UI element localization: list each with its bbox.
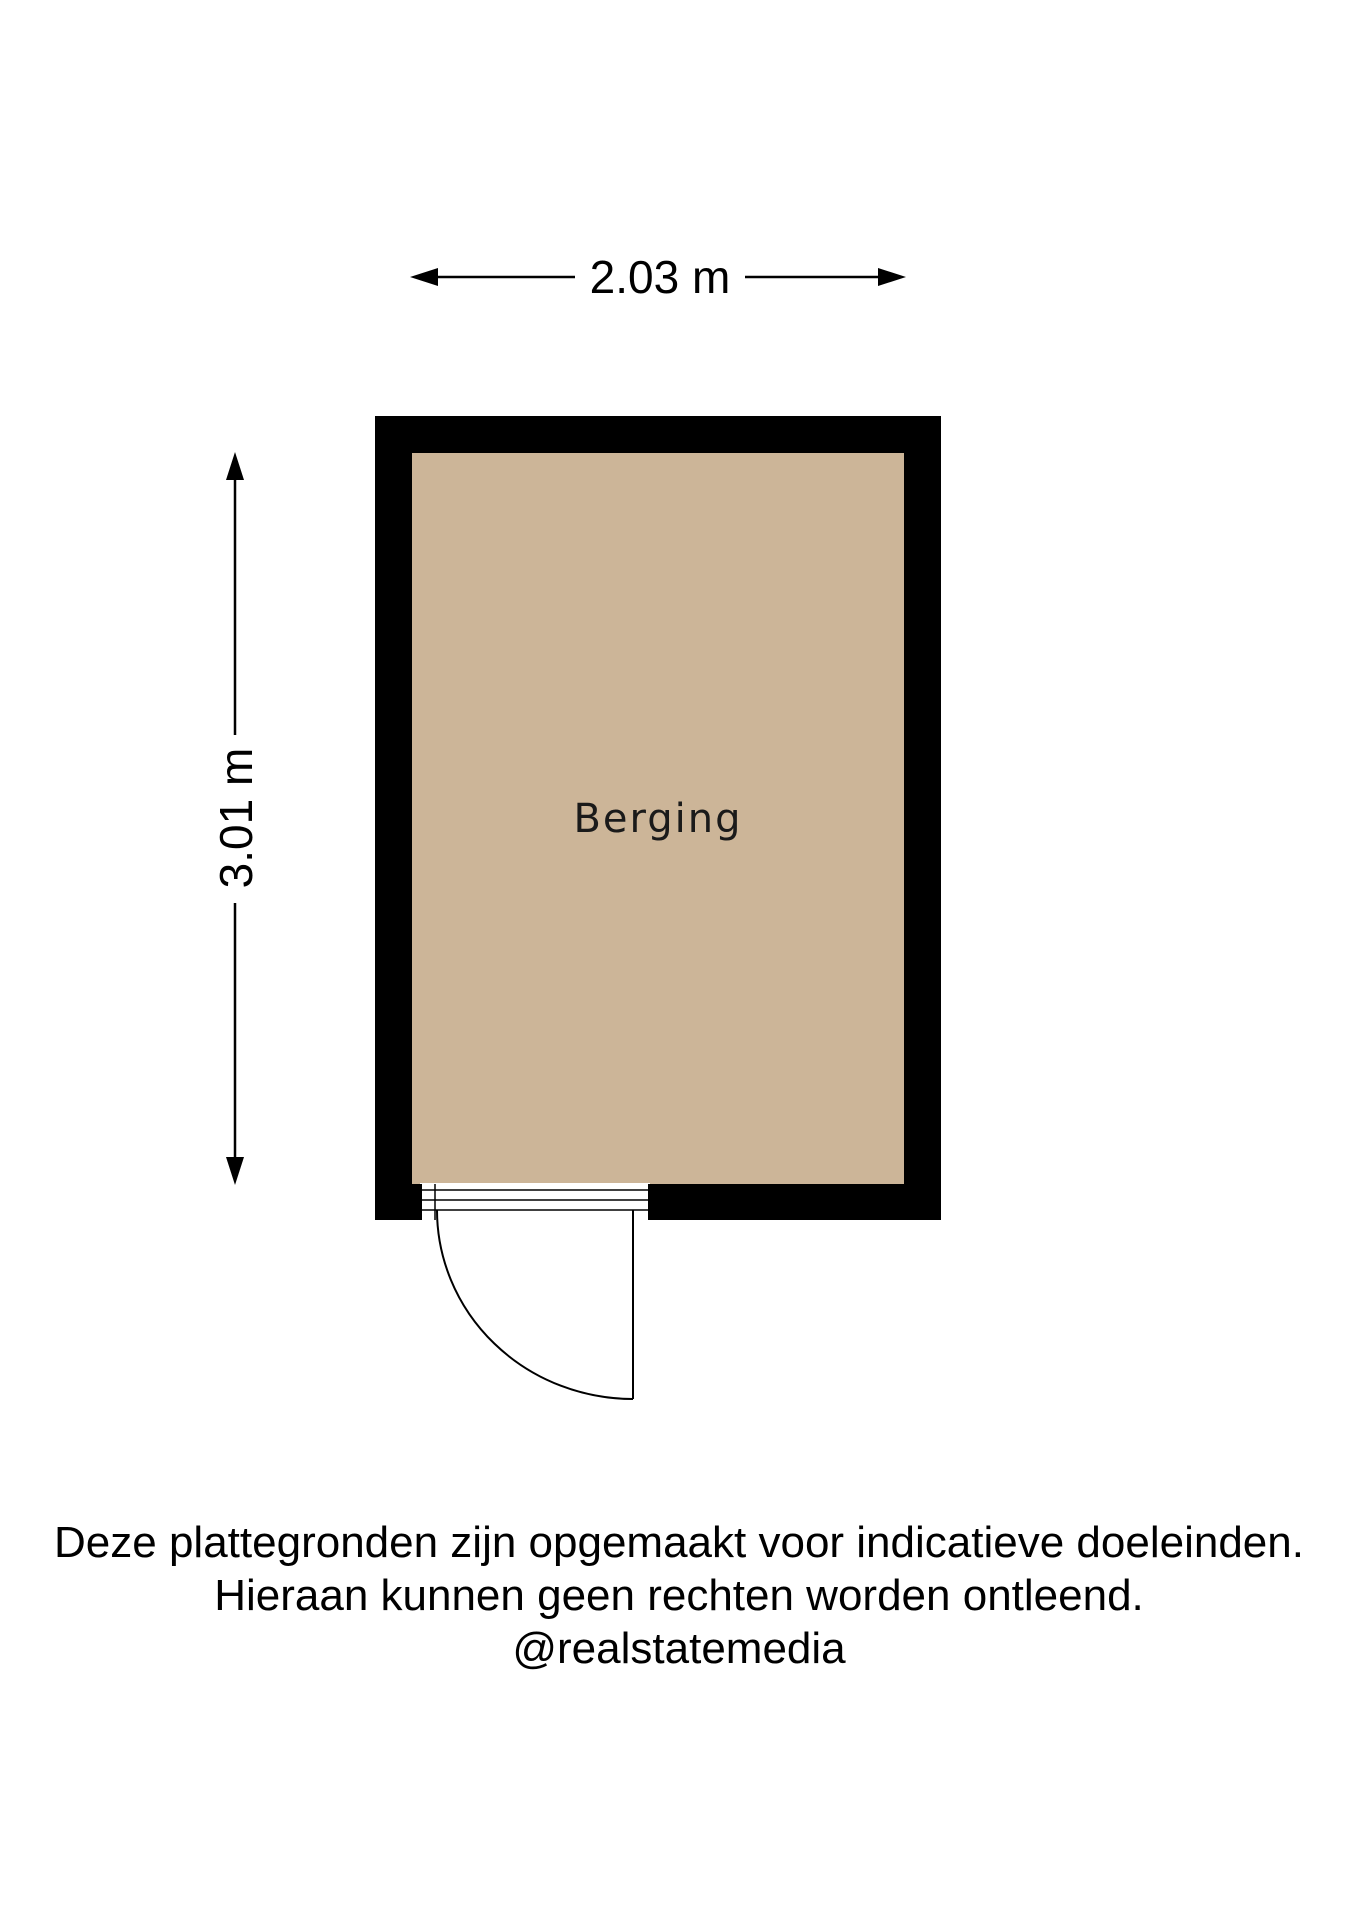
arrow-right-icon bbox=[878, 268, 906, 286]
height-dimension bbox=[210, 452, 262, 1185]
width-dimension-label: 2.03 m bbox=[589, 251, 731, 303]
door-opening bbox=[420, 1183, 650, 1221]
arrow-up-icon bbox=[226, 452, 244, 480]
door-swing-arc bbox=[437, 1210, 633, 1399]
disclaimer bbox=[0, 1516, 1358, 1675]
width-dimension bbox=[410, 251, 906, 303]
disclaimer-line-2: Hieraan kunnen geen rechten worden ontleend. bbox=[214, 1571, 1144, 1620]
copyright-line: @realstatemedia bbox=[512, 1624, 846, 1673]
height-dimension-label: 3.01 m bbox=[210, 747, 262, 889]
arrow-left-icon bbox=[410, 268, 438, 286]
room-berging bbox=[375, 416, 941, 1399]
disclaimer-line-1: Deze plattegronden zijn opgemaakt voor indicatieve doeleinden. bbox=[54, 1518, 1304, 1567]
arrow-down-icon bbox=[226, 1157, 244, 1185]
room-label: Berging bbox=[573, 796, 743, 842]
